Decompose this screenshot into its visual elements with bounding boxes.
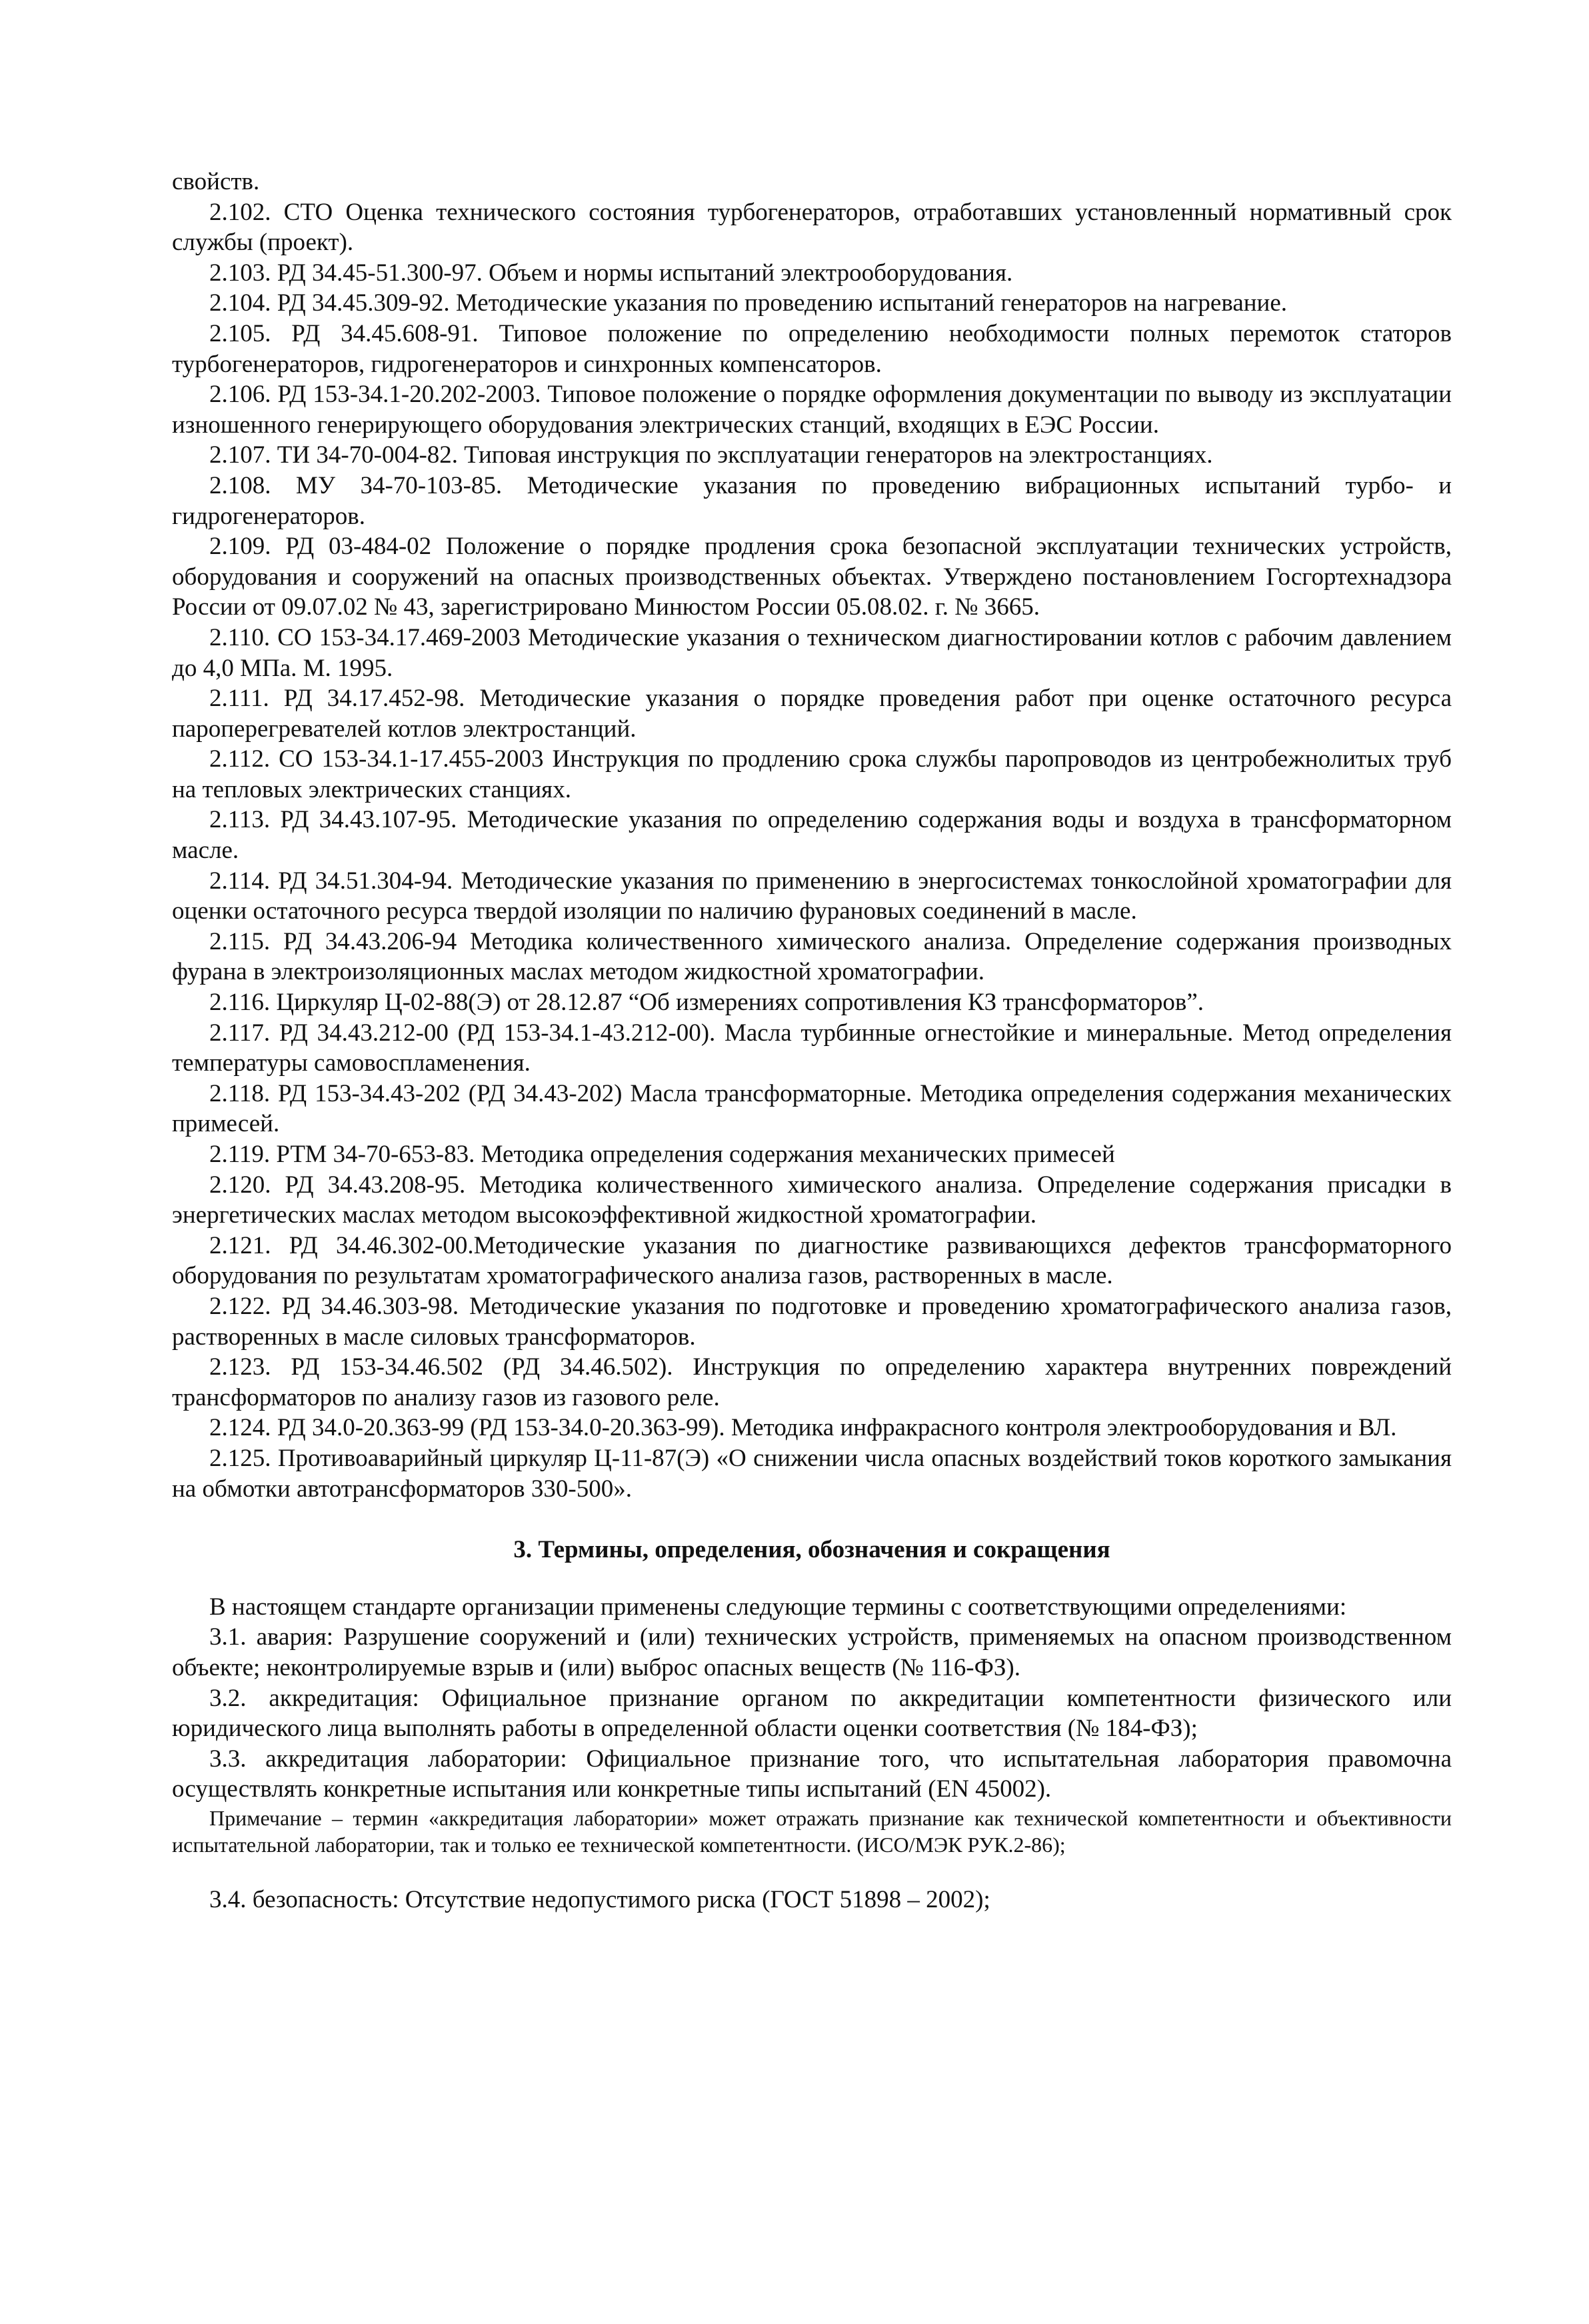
term-item: 3.3. аккредитация лаборатории: Официальное признание того, что испытательная лаборатория правомочна осуществлять конкретные испытания или конкретные типы испытаний (EN 45002).	[172, 1745, 1452, 1803]
document-page	[172, 167, 1452, 1915]
term-note: Примечание – термин «аккредитация лаборатории» может отражать признание как технической компетентности и объективности испытательной лаборатории, так и только ее технической компетентности. (ИСО/МЭК РУК.2-86);	[172, 1805, 1452, 1857]
reference-item: 2.119. РТМ 34-70-653-83. Методика определения содержания механических примесей	[209, 1141, 1115, 1168]
continuation-line: свойств.	[172, 168, 260, 195]
references-list	[172, 197, 1452, 1505]
reference-item: 2.107. ТИ 34-70-004-82. Типовая инструкция по эксплуатации генераторов на электростанциях.	[209, 441, 1213, 469]
reference-item: 2.110. СО 153-34.17.469-2003 Методические указания о техническом диагностировании котлов с рабочим давлением до 4,0 МПа. М. 1995.	[172, 623, 1452, 682]
reference-item: 2.121. РД 34.46.302-00.Методические указания по диагностике развивающихся дефектов трансформаторного оборудования по результатам хроматографического анализа газов, растворенных в масле.	[172, 1231, 1452, 1290]
reference-item: 2.120. РД 34.43.208-95. Методика количественного химического анализа. Определение содержания присадки в энергетических маслах методом высокоэффективной жидкостной хроматографии.	[172, 1171, 1452, 1229]
reference-item: 2.118. РД 153-34.43-202 (РД 34.43-202) Масла трансформаторные. Методика определения содержания механических примесей.	[172, 1079, 1452, 1138]
reference-item: 2.124. РД 34.0-20.363-99 (РД 153-34.0-20.363-99). Методика инфракрасного контроля электрооборудования и ВЛ.	[209, 1414, 1397, 1442]
term-item: 3.1. авария: Разрушение сооружений и (или) технических устройств, применяемых на опасном производственном объекте; неконтролируемые взрыв и (или) выброс опасных веществ (№ 116-ФЗ).	[172, 1623, 1452, 1681]
section-heading: 3. Термины, определения, обозначения и сокращения	[513, 1536, 1110, 1564]
reference-item: 2.114. РД 34.51.304-94. Методические указания по применению в энергосистемах тонкослойной хроматографии для оценки остаточного ресурса твердой изоляции по наличию фурановых соединений в масле.	[172, 867, 1452, 925]
reference-item: 2.116. Циркуляр Ц-02-88(Э) от 28.12.87 “Об измерениях сопротивления КЗ трансформаторов”.	[209, 989, 1204, 1017]
terms-list	[172, 1622, 1452, 1915]
reference-item: 2.106. РД 153-34.1-20.202-2003. Типовое положение о порядке оформления документации по выводу из эксплуатации изношенного генерирующего оборудования электрических станций, входящих в ЕЭС России.	[172, 381, 1452, 439]
reference-item: 2.123. РД 153-34.46.502 (РД 34.46.502). Инструкция по определению характера внутренних повреждений трансформаторов по анализу газов из газового реле.	[172, 1353, 1452, 1411]
reference-item: 2.109. РД 03-484-02 Положение о порядке продления срока безопасной эксплуатации технических устройств, оборудования и сооружений на опасных производственных объектах. Утверждено постановлением Госгортехнадзора России от 09.07.02 № 43, зарегистрировано Минюстом России 05.08.02. г. № 3665.	[172, 533, 1452, 621]
reference-item: 2.122. РД 34.46.303-98. Методические указания по подготовке и проведению хроматографического анализа газов, растворенных в масле силовых трансформаторов.	[172, 1292, 1452, 1351]
term-item: 3.2. аккредитация: Официальное признание органом по аккредитации компетентности физического или юридического лица выполнять работы в определенной области оценки соответствия (№ 184-ФЗ);	[172, 1684, 1452, 1743]
reference-item: 2.115. РД 34.43.206-94 Методика количественного химического анализа. Определение содержания производных фурана в электроизоляционных маслах методом жидкостной хроматографии.	[172, 927, 1452, 986]
reference-item: 2.113. РД 34.43.107-95. Методические указания по определению содержания воды и воздуха в трансформаторном масле.	[172, 806, 1452, 865]
reference-item: 2.117. РД 34.43.212-00 (РД 153-34.1-43.212-00). Масла турбинные огнестойкие и минеральные. Метод определения температуры самовоспламенения.	[172, 1019, 1452, 1077]
term-item: 3.4. безопасность: Отсутствие недопустимого риска (ГОСТ 51898 – 2002);	[209, 1885, 990, 1913]
reference-item: 2.104. РД 34.45.309-92. Методические указания по проведению испытаний генераторов на нагревание.	[209, 289, 1288, 317]
reference-item: 2.102. СТО Оценка технического состояния турбогенераторов, отработавших установленный нормативный срок службы (проект).	[172, 198, 1452, 257]
reference-item: 2.103. РД 34.45-51.300-97. Объем и нормы испытаний электрооборудования.	[209, 259, 1013, 287]
reference-item: 2.112. СО 153-34.1-17.455-2003 Инструкция по продлению срока службы паропроводов из центробежнолитых труб на тепловых электрических станциях.	[172, 745, 1452, 803]
reference-item: 2.108. МУ 34-70-103-85. Методические указания по проведению вибрационных испытаний турбо- и гидрогенераторов.	[172, 471, 1452, 530]
reference-item: 2.105. РД 34.45.608-91. Типовое положение по определению необходимости полных перемоток статоров турбогенераторов, гидрогенераторов и синхронных компенсаторов.	[172, 319, 1452, 378]
reference-item: 2.125. Противоаварийный циркуляр Ц-11-87(Э) «О снижении числа опасных воздействий токов короткого замыкания на обмотки автотрансформаторов 330-500».	[172, 1444, 1452, 1503]
section-intro: В настоящем стандарте организации применены следующие термины с соответствующими определениями:	[209, 1593, 1347, 1621]
reference-item: 2.111. РД 34.17.452-98. Методические указания о порядке проведения работ при оценке остаточного ресурса пароперегревателей котлов электростанций.	[172, 685, 1452, 743]
